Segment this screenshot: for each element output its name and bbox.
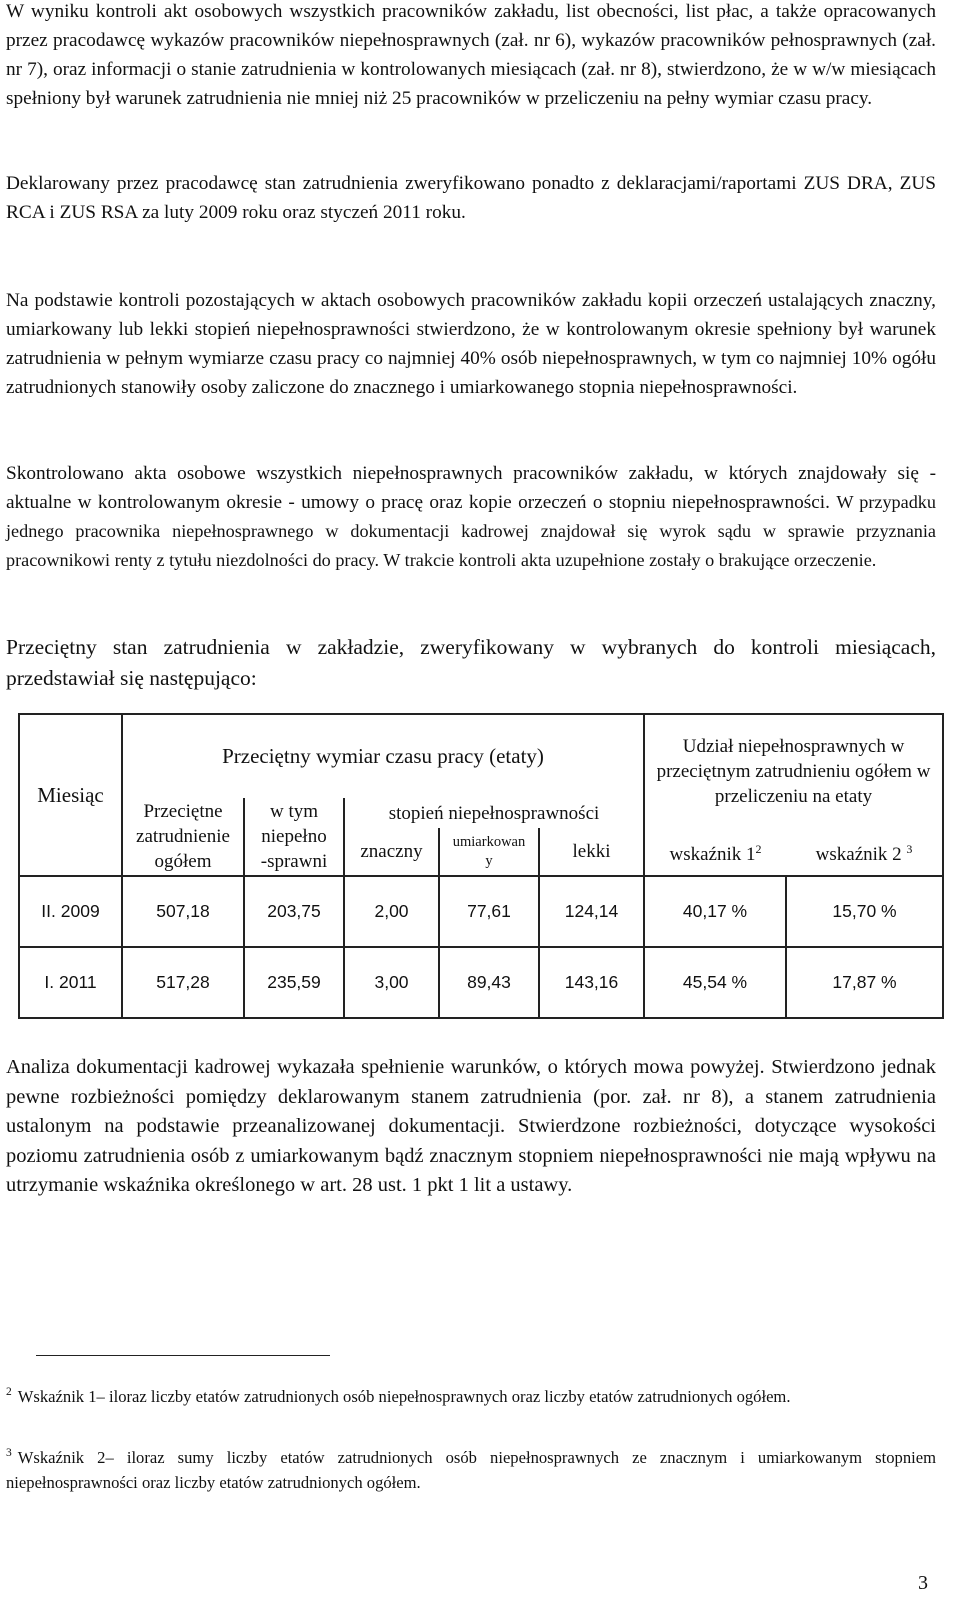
header-disabled — [244, 798, 344, 876]
cell-indicator-2: 15,70 % — [786, 876, 943, 947]
paragraph-control-results: W wyniku kontroli akt osobowych wszystkich pracowników zakładu, list obecności, list płac, a także opracowanych przez pracodawcę wykazów pracowników niepełnosprawnych (zał. nr 6), wykazów pracowników pełnosprawnych (zał. nr 7), oraz informacji o stanie zatrudnienia w kontrolowanych miesiącach (zał. nr 8), stwierdzono, że w w/w miesiącach spełniony był warunek zatrudnienia nie mniej niż 25 pracowników w przeliczeniu na pełny wymiar czasu pracy. — [6, 1, 936, 109]
footnote-3-mark: 3 — [6, 1447, 12, 1459]
footnote-separator — [36, 1355, 330, 1356]
cell-disabled: 235,59 — [244, 947, 344, 1018]
paragraph-personnel-files-part2: W przypadku jednego pracownika niepełnosprawnego w dokumentacji kadrowej znajdował się wyrok sądu w sprawie przyznania pracownikowi renty z tytułu niezdolności do pracy. W trakcie kontroli akta uzupełnione zostały o brakujące orzeczenie. — [6, 492, 936, 570]
cell-light: 124,14 — [539, 876, 644, 947]
footnote-3 — [6, 1441, 936, 1495]
header-disabled-line1: w tym — [269, 801, 319, 822]
header-indicator-1 — [644, 828, 786, 876]
header-indicator-1-label: wskaźnik 1 — [669, 843, 756, 865]
footnote-2 — [6, 1380, 936, 1409]
header-disabled-share: Udział niepełnosprawnych w przeciętnym zatrudnieniu ogółem w przeliczeniu na etaty — [644, 714, 943, 828]
paragraph-analysis-conclusion: Analiza dokumentacji kadrowej wykazała spełnienie warunków, o których mowa powyżej. Stwierdzono jednak pewne rozbieżności pomiędzy deklarowanym stanem zatrudnienia (por. zał. nr 8), a stanem zatrudnienia ustalonym na podstawie przeanalizowanej dokumentacji. Stwierdzone rozbieżności, dotyczące wysokości poziomu zatrudnienia osób z umiarkowanym bądź znacznym stopniem niepełnosprawności nie mają wpływu na utrzymanie wskaźnika określonego w art. 28 ust. 1 pkt 1 lit a ustawy. — [6, 1056, 936, 1196]
cell-indicator-1: 40,17 % — [644, 876, 786, 947]
header-avg-work-time: Przeciętny wymiar czasu pracy (etaty) — [122, 714, 644, 798]
footnote-2-text: Wskaźnik 1– iloraz liczby etatów zatrudnionych osób niepełnosprawnych oraz liczby etatów zatrudnionych ogółem. — [17, 1387, 791, 1406]
cell-indicator-1: 45,54 % — [644, 947, 786, 1018]
table-row — [19, 947, 943, 1018]
employment-table — [18, 713, 944, 1019]
header-disabled-line3: -sprawni — [260, 851, 328, 872]
paragraph-personnel-files-part1: Skontrolowano akta osobowe wszystkich niepełnosprawnych pracowników zakładu, w których znajdowały się - aktualne w kontrolowanym okresie - umowy o pracę oraz kopie orzeczeń o stopniu niepełnosprawności. — [6, 463, 936, 513]
header-total-employment: Przeciętne zatrudnienie ogółem — [122, 798, 244, 876]
paragraph-declared-employment: Deklarowany przez pracodawcę stan zatrudnienia zweryfikowano ponadto z deklaracjami/raportami ZUS DRA, ZUS RCA i ZUS RSA za luty 2009 roku oraz styczeń 2011 roku. — [6, 173, 936, 223]
cell-total: 517,28 — [122, 947, 244, 1018]
header-moderate-line2: y — [485, 852, 493, 869]
footnote-2-mark: 2 — [6, 1386, 12, 1398]
header-indicator-2 — [786, 828, 943, 876]
footnote-ref-3: 3 — [906, 841, 913, 856]
page-number: 3 — [918, 1572, 928, 1594]
cell-significant: 3,00 — [344, 947, 439, 1018]
footnote-ref-2: 2 — [755, 841, 762, 856]
cell-light: 143,16 — [539, 947, 644, 1018]
header-disability-degree: stopień niepełnosprawności — [344, 798, 644, 828]
cell-indicator-2: 17,87 % — [786, 947, 943, 1018]
table-row — [19, 876, 943, 947]
header-significant: znaczny — [344, 828, 439, 876]
header-moderate-line1: umiarkowan — [452, 833, 526, 850]
paragraph-disability-verification: Na podstawie kontroli pozostających w aktach osobowych pracowników zakładu kopii orzeczeń ustalających znaczny, umiarkowany lub lekki stopień niepełnosprawności stwierdzono, że w kontrolowanym okresie spełniony był warunek zatrudnienia w pełnym wymiarze czasu pracy co najmniej 40% osób niepełnosprawnych, w tym co najmniej 10% ogółu zatrudnionych stanowiły osoby zaliczone do znacznego i umiarkowanego stopnia niepełnosprawności. — [6, 290, 936, 398]
footnote-3-text: Wskaźnik 2– iloraz sumy liczby etatów zatrudnionych osób niepełnosprawnych ze znacznym i umiarkowanym stopniem niepełnosprawności oraz liczby etatów zatrudnionych ogółem. — [6, 1448, 936, 1492]
cell-significant: 2,00 — [344, 876, 439, 947]
cell-total: 507,18 — [122, 876, 244, 947]
cell-disabled: 203,75 — [244, 876, 344, 947]
cell-month: II. 2009 — [19, 876, 122, 947]
header-light: lekki — [539, 828, 644, 876]
cell-month: I. 2011 — [19, 947, 122, 1018]
paragraph-table-intro: Przeciętny stan zatrudnienia w zakładzie, zweryfikowany w wybranych do kontroli miesiącach, przedstawiał się następująco: — [6, 635, 936, 690]
header-moderate — [439, 828, 539, 876]
header-month: Miesiąc — [19, 714, 122, 876]
cell-moderate: 77,61 — [439, 876, 539, 947]
header-indicator-2-label: wskaźnik 2 — [815, 843, 902, 865]
paragraph-personnel-files — [6, 459, 936, 575]
header-disabled-line2: niepełno — [261, 826, 327, 847]
cell-moderate: 89,43 — [439, 947, 539, 1018]
